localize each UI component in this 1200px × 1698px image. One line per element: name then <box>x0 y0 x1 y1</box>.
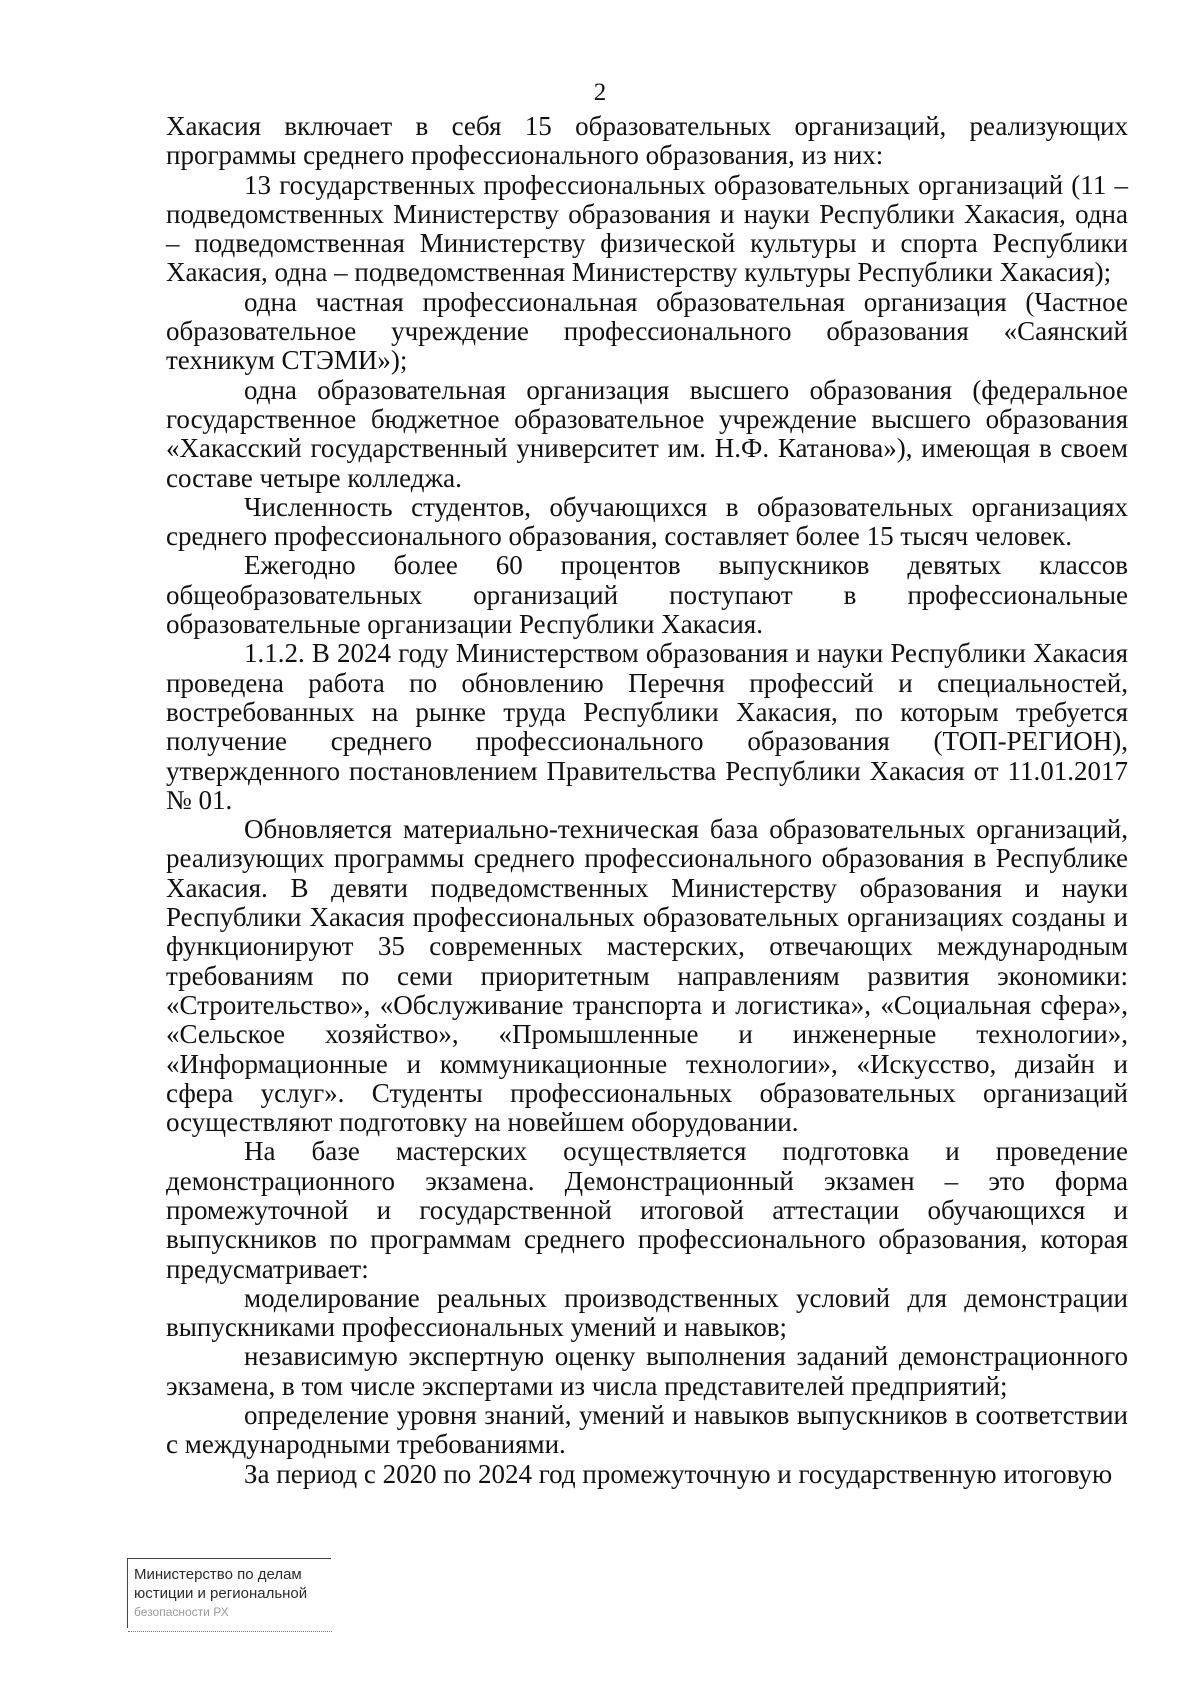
paragraph: Ежегодно более 60 процентов выпускников девятых классов общеобразовательных организаций поступают в профессиональные образовательные организации Республики Хакасия. <box>166 550 1128 640</box>
paragraph: Обновляется материально-техническая база образовательных организаций, реализующих программы среднего профессионального образования в Республике Хакасия. В девяти подведомственных Министерству образования и науки Республики Хакасия профессиональных образовательных организациях созданы и функционируют 35 современных мастерских, отвечающих международным требованиям по семи приоритетным направлениям развития экономики: «Строительство», «Обслуживание транспорта и логистика», «Социальная сфера», «Сельское хозяйство», «Промышленные и инженерные технологии», «Информационные и коммуникационные технологии», «Искусство, дизайн и сфера услуг». Студенты профессиональных образовательных организаций осуществляют подготовку на новейшем оборудовании. <box>166 814 1128 1138</box>
paragraph: На базе мастерских осуществляется подготовка и проведение демонстрационного экзамена. Демонстрационный экзамен – это форма промежуточной и государственной итоговой аттестации обучающихся и выпускников по программам среднего профессионального образования, которая предусматривает: <box>166 1136 1128 1284</box>
paragraph: одна образовательная организация высшего образования (федеральное государственное бюджетное образовательное учреждение высшего образования «Хакасский государственный университет им. Н.Ф. Катанова»), имеющая в своем составе четыре колледжа. <box>166 374 1128 493</box>
document-body <box>166 112 1128 1489</box>
paragraph: независимую экспертную оценку выполнения заданий демонстрационного экзамена, в том числе экспертами из числа представителей предприятий; <box>166 1341 1128 1401</box>
registration-stamp <box>127 1558 331 1628</box>
stamp-dotted-edge <box>128 1629 332 1632</box>
paragraph: моделирование реальных производственных условий для демонстрации выпускниками профессиональных умений и навыков; <box>166 1282 1128 1343</box>
paragraph: Численность студентов, обучающихся в образовательных организациях среднего профессионального образования, составляет более 15 тысяч человек. <box>166 491 1128 552</box>
paragraph: 1.1.2. В 2024 году Министерством образования и науки Республики Хакасия проведена работа по обновлению Перечня профессий и специальностей, востребованных на рынке труда Республики Хакасия, по которым требуется получение среднего профессионального образования (ТОП-РЕГИОН), утвержденного постановлением Правительства Республики Хакасия от 11.01.2017 № 01. <box>166 638 1128 815</box>
paragraph: одна частная профессиональная образовательная организация (Частное образовательное учреждение профессионального образования «Саянский техникум СТЭМИ»); <box>166 286 1128 376</box>
stamp-line: Министерство по делам <box>134 1566 302 1583</box>
stamp-line: безопасности РХ <box>134 1605 229 1619</box>
paragraph: определение уровня знаний, умений и навыков выпускников в соответствии с международными требованиями. <box>166 1400 1128 1460</box>
page-number: 2 <box>593 79 607 106</box>
paragraph: 13 государственных профессиональных образовательных организаций (11 – подведомственных Министерству образования и науки Республики Хакасия, одна – подведомственная Министерству физической культуры и спорта Республики Хакасия, одна – подведомственная Министерству культуры Республики Хакасия); <box>166 169 1128 288</box>
paragraph: Хакасия включает в себя 15 образовательных организаций, реализующих программы среднего профессионального образования, из них: <box>166 111 1128 171</box>
stamp-line: юстиции и региональной <box>134 1585 308 1602</box>
paragraph: За период с 2020 по 2024 год промежуточную и государственную итоговую <box>244 1458 1113 1489</box>
